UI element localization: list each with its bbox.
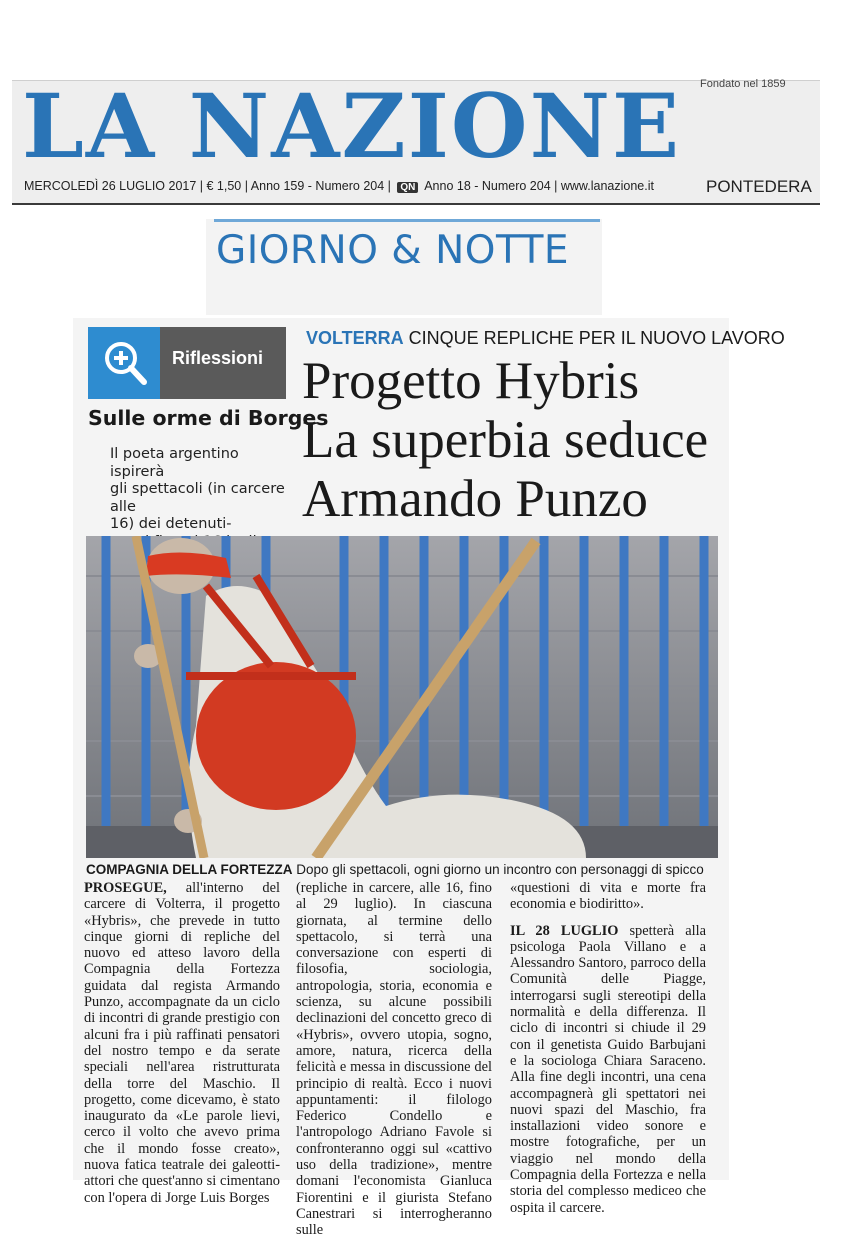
newspaper-logo: LA NAZIONE bbox=[22, 74, 682, 178]
edition-name: PONTEDERA bbox=[706, 177, 812, 196]
paragraph-lead: IL 28 LUGLIO bbox=[510, 922, 619, 939]
headline-line: Armando Punzo bbox=[302, 470, 648, 528]
dateline: MERCOLEDÌ 26 LUGLIO 2017 | € 1,50 | Anno 159 - Numero 204 | QN Anno 18 - Numero 204 | www.lanazione.it bbox=[24, 179, 654, 193]
article-column-1 bbox=[84, 880, 280, 1206]
qn-logo: QN bbox=[397, 182, 418, 193]
section-rule bbox=[214, 219, 600, 222]
article-column-2 bbox=[296, 880, 492, 1239]
website: www.lanazione.it bbox=[560, 179, 654, 193]
paragraph-text: spetterà alla psicologa Paola Villano e a Alessandro Santoro, parroco della Comunità delle Piagge, interrogarsi sugli stereotipi della normalità e della differenza. Il ciclo di incontri si chiude il 29 con il genetista Guido Barbujani e la sociologa Chiara Saraceno. Alla fine degli incontri, una cena accompagnerà gli spettatori nei nuovi spazi del Maschio, fra installazioni video sonore e mostre fotografiche, per un viaggio nel mondo della Compagnia della Fortezza e nella storia del complesso mediceo che ospita il carcere. bbox=[510, 922, 706, 1216]
founded-note: Fondato nel 1859 bbox=[700, 78, 786, 90]
sidebar-summary-line: Il poeta argentino ispirerà bbox=[110, 446, 239, 480]
section-title: GIORNO & NOTTE bbox=[216, 228, 570, 273]
headline-line: Progetto Hybris bbox=[302, 352, 640, 410]
article-kicker bbox=[306, 328, 785, 349]
qn-issue-number: Anno 18 - Numero 204 bbox=[424, 179, 551, 193]
paragraph-lead: PROSEGUE, bbox=[84, 880, 167, 896]
sidebar-tag-label: Riflessioni bbox=[172, 348, 264, 368]
column-paragraph bbox=[84, 880, 280, 1206]
headline-line: La superbia seduce bbox=[302, 411, 709, 469]
sidebar-summary-line: 16) dei detenuti- bbox=[110, 516, 232, 532]
issue-date: MERCOLEDÌ 26 LUGLIO 2017 bbox=[24, 179, 197, 193]
headline bbox=[302, 352, 722, 529]
photo-caption bbox=[86, 862, 726, 877]
article-column-3 bbox=[510, 880, 706, 1216]
column-paragraph: «questioni di vita e morte fra economia e biodiritto». bbox=[510, 880, 706, 913]
paragraph-text: all'interno del carcere di Volterra, il progetto «Hybris», che prevede in tutto cinque giorni di repliche del nuovo ed atteso lavoro della Compagnia della Fortezza guidata dal regista Armando Punzo, accompagnate da un ciclo di incontri di grande prestigio con alcuni fra i più raffinati pensatori del nostro tempo e da serate speciali nell'area ristrutturata della torre del Maschio. Il progetto, come dicevamo, è stato inaugurato da «Le parole lievi, cerco il volto che avevo prima che il mondo fosse creato», nuova fatica teatrale dei galeotti-attori che quest'anno si cimentano con l'opera di Jorge Luis Borges bbox=[84, 880, 280, 1206]
article-photo bbox=[86, 536, 718, 858]
sidebar-summary-line: gli spettacoli (in carcere alle bbox=[110, 481, 285, 515]
column-paragraph bbox=[510, 923, 706, 1216]
kicker-place: VOLTERRA bbox=[306, 328, 404, 348]
kicker-text: CINQUE REPLICHE PER IL NUOVO LAVORO bbox=[403, 328, 785, 348]
caption-credit: COMPAGNIA DELLA FORTEZZA bbox=[86, 862, 293, 877]
sidebar-title: Sulle orme di Borges bbox=[88, 406, 329, 430]
column-paragraph: (repliche in carcere, alle 16, fino al 29 luglio). In ciascuna giornata, al termine dello spettacolo, si terrà una conversazione con esperti di filosofia, sociologia, antropologia, storia, economia e scienza, su alcune possibili declinazioni del concetto greco di «Hybris», ovvero utopia, sogno, amore, natura, ricerca della felicità e messa in discussione del principio di realtà. Ecco i nuovi appuntamenti: il filologo Federico Condello e l'antropologo Adriano Favole si confronteranno oggi sul «cattivo uso della tradizione», mentre domani l'economista Gianluca Fiorentini e il giurista Stefano Canestrari si interrogheranno sulle bbox=[296, 880, 492, 1239]
zoom-in-icon bbox=[88, 327, 160, 399]
issue-number: Anno 159 - Numero 204 bbox=[250, 179, 385, 193]
caption-text: Dopo gli spettacoli, ogni giorno un incontro con personaggi di spicco bbox=[292, 862, 704, 877]
issue-price: € 1,50 bbox=[206, 179, 242, 193]
